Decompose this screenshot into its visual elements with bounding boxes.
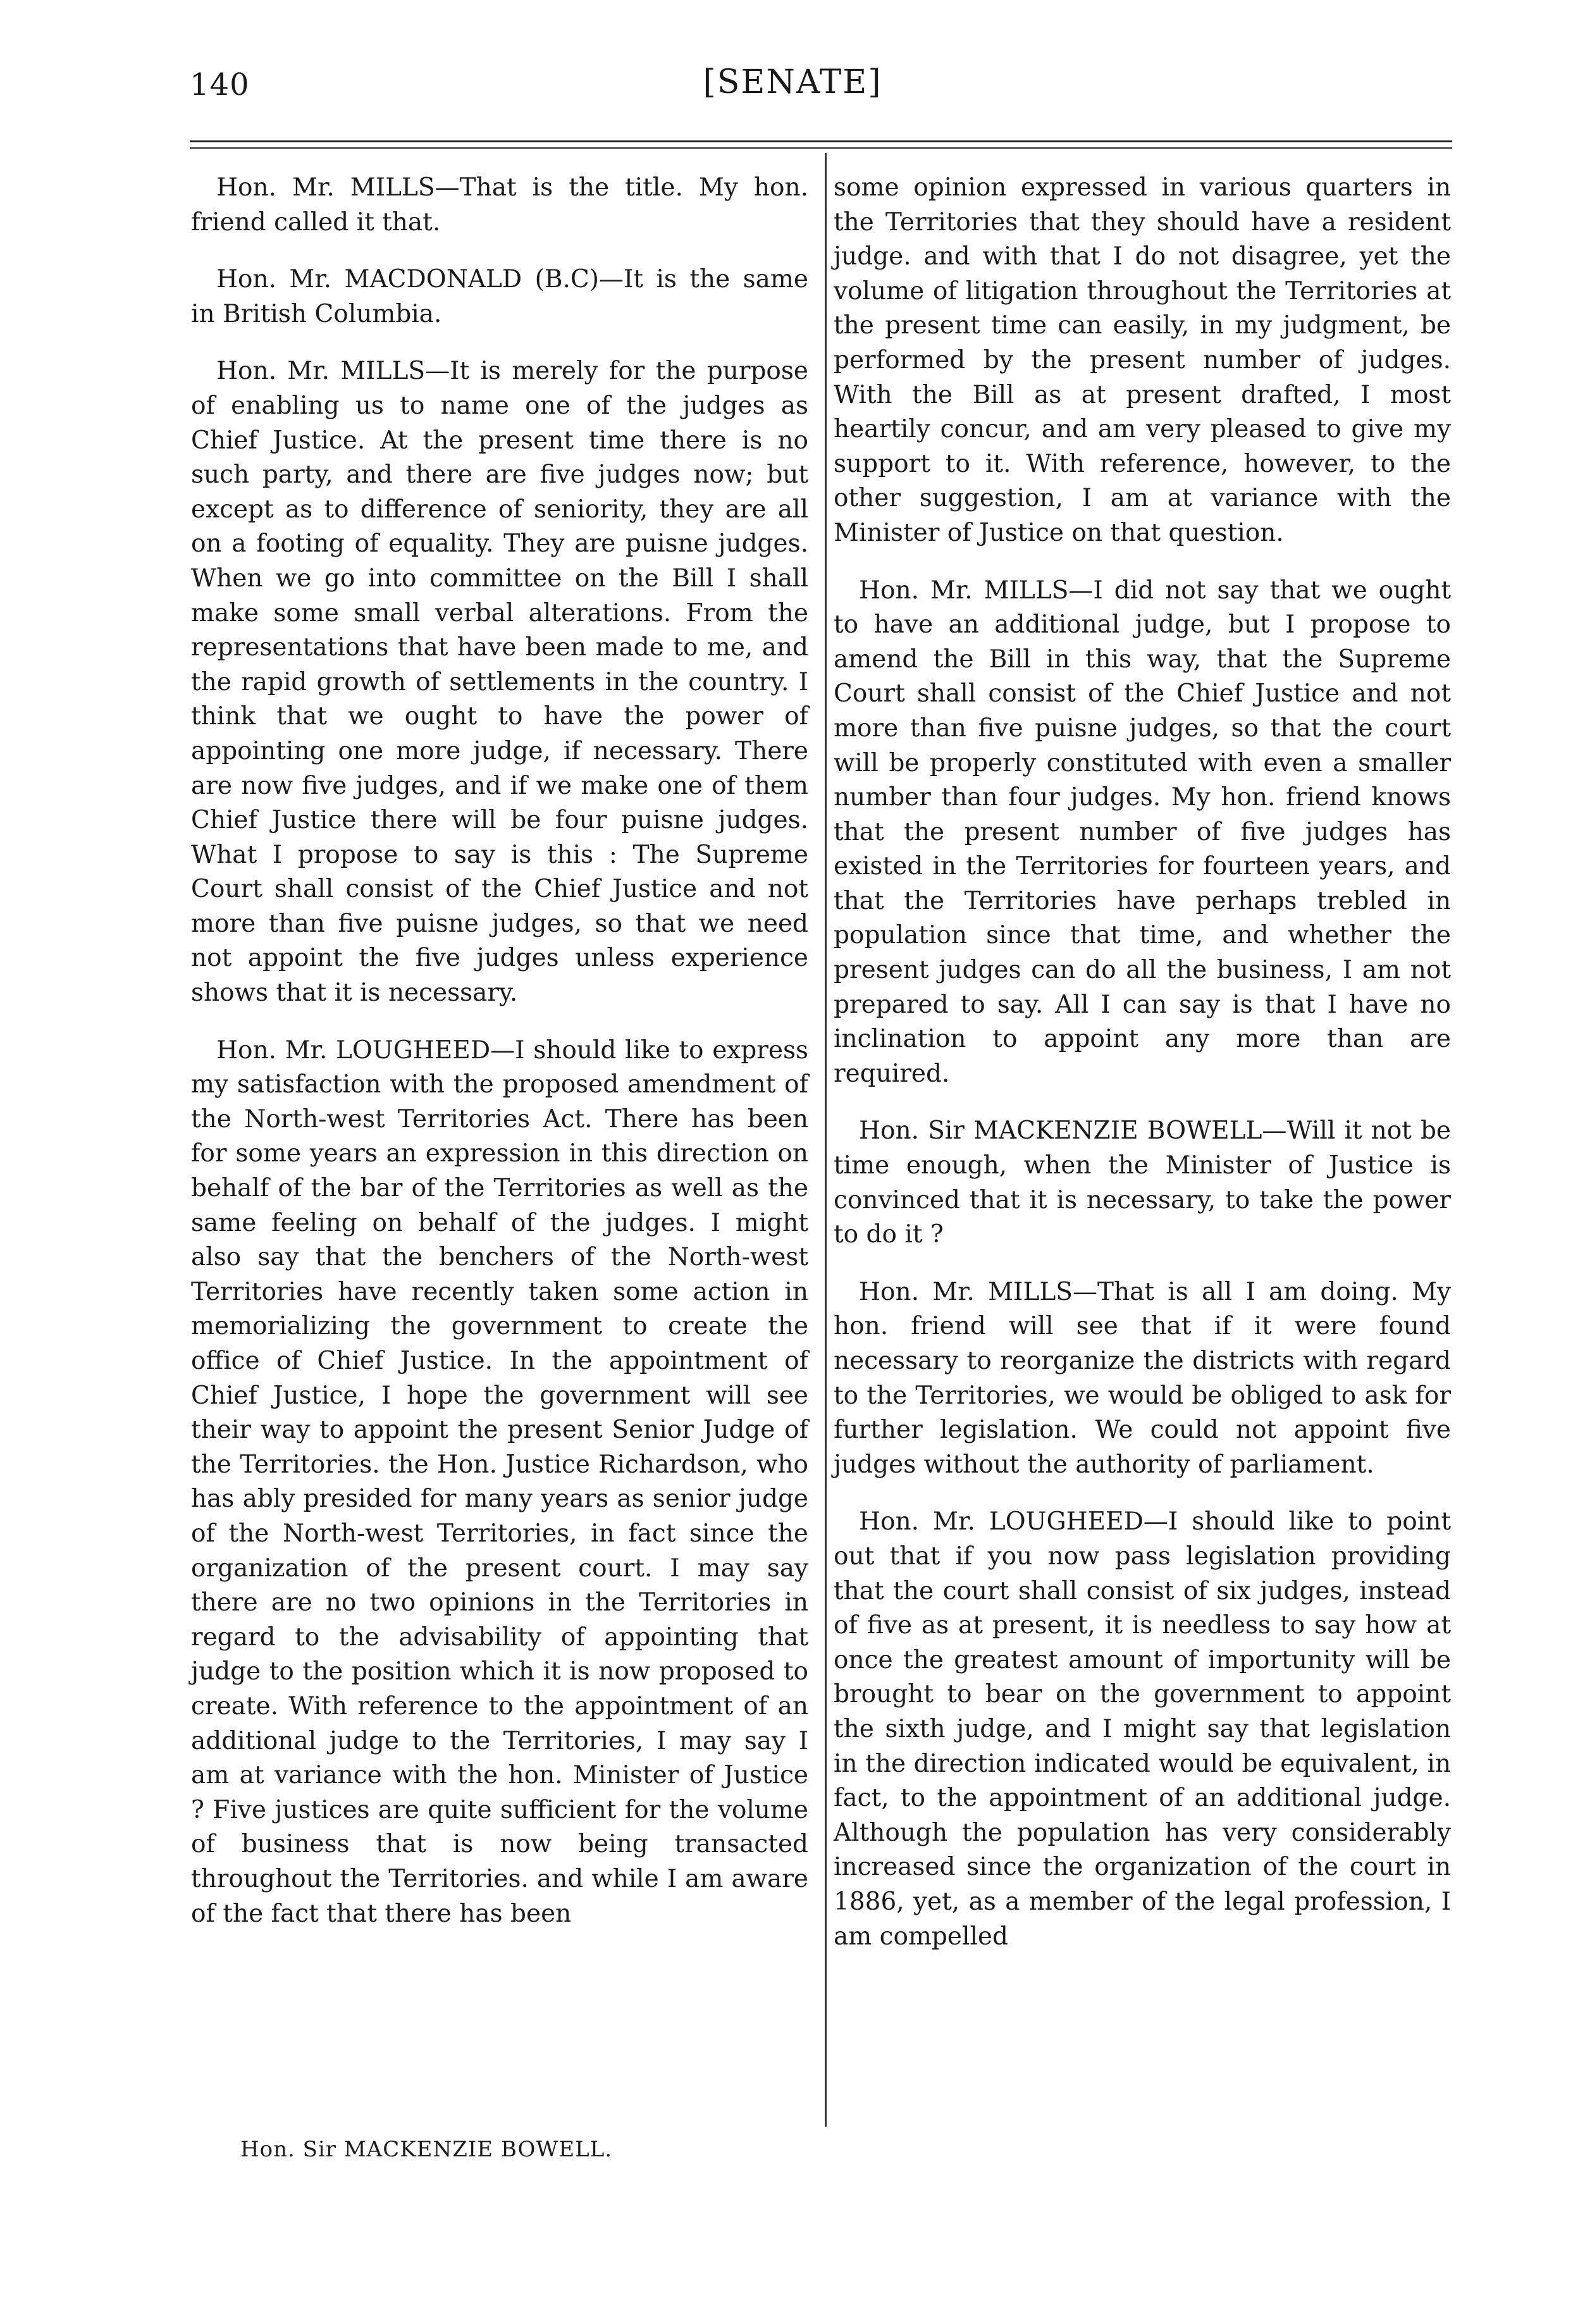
paragraph-continued: some opinion expressed in various quarters in the Territories that they should have a resident judge. and with that I do not disagree, yet the volume of litigation throughout the Territories at the present time can easily, in my judgment, be performed by the present number of judges. With the Bill as at present drafted, I most heartily concur, and am very pleased to give my support to it. With reference, however, to the other suggestion, I am at variance with the Minister of Justice on that question. [834, 173, 1451, 547]
column-divider [825, 153, 827, 2127]
paragraph: Hon. Mr. MACDONALD (B.C)—It is the same in British Columbia. [191, 265, 808, 328]
paragraph: Hon. Mr. MILLS—That is the title. My hon. friend called it that. [191, 173, 808, 237]
paragraph: Hon. Sir MACKENZIE BOWELL—Will it not be time enough, when the Minister of Justice is convinced that it is necessary, to take the power to do it ? [834, 1116, 1451, 1249]
paragraph: Hon. Mr. MILLS—That is all I am doing. My hon. friend will see that if it were found necessary to reorganize the districts with regard to the Territories, we would be obliged to ask for further legislation. We could not appoint five judges without the authority of parliament. [834, 1277, 1451, 1479]
paragraph: Hon. Mr. LOUGHEED—I should like to point out that if you now pass legislation providing that the court shall consist of six judges, instead of five as at present, it is needless to say how at once the greatest amount of importunity will be brought to bear on the government to appoint the sixth judge, and I might say that legislation in the direction indicated would be equivalent, in fact, to the appointment of an additional judge. Although the population has very considerably increased since the organization of the court in 1886, yet, as a member of the legal profession, I am compelled [834, 1507, 1451, 1951]
footer-speaker-name: Hon. Sir MACKENZIE BOWELL. [240, 2137, 613, 2162]
running-head: [SENATE] [703, 63, 882, 101]
header-rule-bottom [190, 147, 1452, 149]
paragraph: Hon. Mr. MILLS—I did not say that we ought to have an additional judge, but I propose to amend the Bill in this way, that the Supreme Court shall consist of the Chief Justice and not more than five puisne judges, so that the court will be properly constituted with even a smaller number than four judges. My hon. friend knows that the present number of five judges has existed in the Territories for fourteen years, and that the Territories have perhaps trebled in population since that time, and whether the present judges can do all the business, I am not prepared to say. All I can say is that I have no inclination to appoint any more than are required. [834, 576, 1451, 1088]
right-column [834, 171, 1451, 1977]
paragraph: Hon. Mr. MILLS—It is merely for the purpose of enabling us to name one of the judges as Chief Justice. At the present time there is no such party, and there are five judges now; but except as to difference of seniority, they are all on a footing of equality. They are puisne judges. When we go into committee on the Bill I shall make some small verbal alterations. From the representations that have been made to me, and the rapid growth of settlements in the country. I think that we ought to have the power of appointing one more judge, if necessary. There are now five judges, and if we make one of them Chief Justice there will be four puisne judges. What I propose to say is this : The Supreme Court shall consist of the Chief Justice and not more than five puisne judges, so that we need not appoint the five judges unless experience shows that it is necessary. [191, 357, 808, 1008]
paragraph: Hon. Mr. LOUGHEED—I should like to express my satisfaction with the proposed amendment of the North-west Territories Act. There has been for some years an expression in this direction on behalf of the bar of the Territories as well as the same feeling on behalf of the judges. I might also say that the benchers of the North-west Territories have recently taken some action in memorializing the government to create the office of Chief Justice. In the appointment of Chief Justice, I hope the government will see their way to appoint the present Senior Judge of the Territories. the Hon. Justice Richardson, who has ably presided for many years as senior judge of the North-west Territories, in fact since the organization of the present court. I may say there are no two opinions in the Territories in regard to the advisability of appointing that judge to the position which it is now proposed to create. With reference to the appointment of an additional judge to the Territories, I may say I am at variance with the hon. Minister of Justice ? Five justices are quite sufficient for the volume of business that is now being transacted throughout the Territories. and while I am aware of the fact that there has been [191, 1035, 808, 1928]
left-column [191, 171, 808, 1954]
page-number: 140 [190, 67, 250, 102]
header-rule-top [190, 140, 1452, 142]
